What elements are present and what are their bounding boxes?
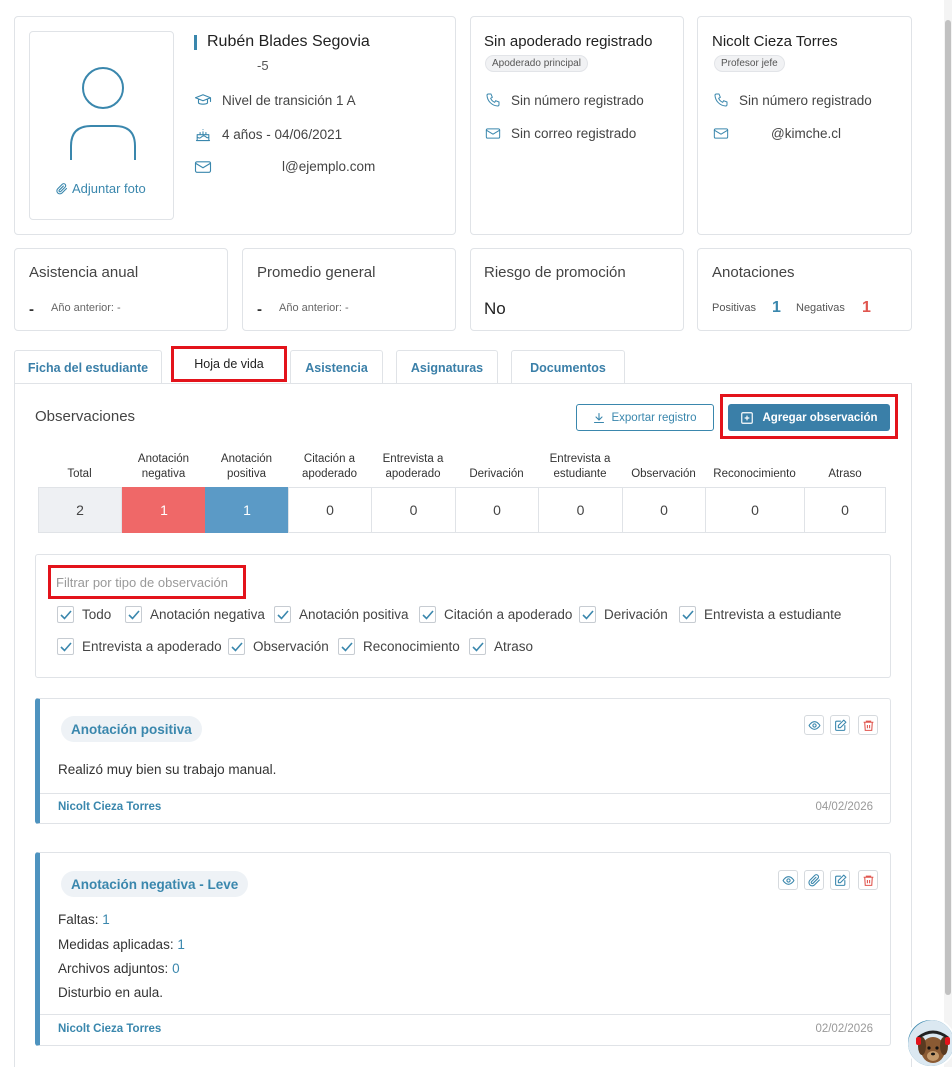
medidas-label: Medidas aplicadas: bbox=[58, 937, 174, 952]
guardian-email-text: Sin correo registrado bbox=[511, 126, 637, 141]
check-icon bbox=[419, 606, 436, 623]
attach-photo-link[interactable] bbox=[56, 181, 146, 196]
student-age-text: 4 años - 04/06/2021 bbox=[222, 126, 343, 142]
trash-icon bbox=[862, 719, 875, 732]
observation-date: 04/02/2026 bbox=[815, 801, 873, 813]
filter-label: Citación a apoderado bbox=[444, 607, 573, 622]
attach-photo-label: Adjuntar foto bbox=[72, 181, 146, 196]
check-icon bbox=[57, 638, 74, 655]
attendance-card bbox=[14, 248, 228, 331]
observation-text: Realizó muy bien su trabajo manual. bbox=[58, 762, 277, 777]
student-level bbox=[194, 92, 356, 108]
annotations-positive-value: 1 bbox=[772, 299, 781, 316]
attach-button[interactable] bbox=[804, 870, 824, 890]
add-observation-label: Agregar observación bbox=[762, 411, 878, 424]
student-email-text: l@ejemplo.com bbox=[282, 159, 376, 174]
cell-total: 2 bbox=[38, 487, 122, 533]
student-name: Rubén Blades Segovia bbox=[207, 33, 370, 50]
risk-value: No bbox=[484, 299, 506, 318]
avatar-placeholder-icon bbox=[66, 66, 140, 162]
student-card bbox=[14, 16, 456, 235]
delete-button[interactable] bbox=[858, 715, 878, 735]
annotations-positive-label: Positivas bbox=[712, 302, 757, 314]
check-icon bbox=[274, 606, 291, 623]
faltas-value: 1 bbox=[102, 912, 110, 927]
download-icon bbox=[593, 412, 605, 424]
tab-documentos[interactable]: Documentos bbox=[511, 350, 625, 384]
observation-divider bbox=[40, 793, 891, 794]
cell-entrevista-apoderado: 0 bbox=[371, 487, 456, 533]
observation-card-2 bbox=[35, 852, 891, 1046]
archivos-row bbox=[58, 961, 180, 976]
filter-label: Observación bbox=[253, 639, 329, 654]
view-button[interactable] bbox=[778, 870, 798, 890]
faltas-label: Faltas: bbox=[58, 912, 99, 927]
edit-button[interactable] bbox=[830, 870, 850, 890]
cell-anotacion-negativa: 1 bbox=[122, 487, 206, 533]
view-button[interactable] bbox=[804, 715, 824, 735]
filter-label: Atraso bbox=[494, 639, 534, 654]
check-icon bbox=[125, 606, 142, 623]
filter-label: Entrevista a apoderado bbox=[82, 639, 222, 654]
mail-icon bbox=[713, 127, 729, 140]
tab-ficha[interactable]: Ficha del estudiante bbox=[14, 350, 162, 384]
edit-icon bbox=[834, 719, 847, 732]
add-observation-button[interactable] bbox=[728, 404, 890, 431]
filter-label: Anotación positiva bbox=[299, 607, 409, 622]
observations-title: Observaciones bbox=[35, 408, 136, 425]
teacher-role-badge: Profesor jefe bbox=[714, 55, 785, 72]
header-atraso: Atraso bbox=[828, 468, 862, 481]
check-icon bbox=[469, 638, 486, 655]
check-icon bbox=[338, 638, 355, 655]
paperclip-icon bbox=[56, 183, 68, 195]
observation-type-badge: Anotación negativa - Leve bbox=[61, 871, 248, 897]
archivos-label: Archivos adjuntos: bbox=[58, 961, 169, 976]
scrollbar-thumb[interactable] bbox=[945, 20, 951, 995]
edit-button[interactable] bbox=[830, 715, 850, 735]
guardian-name: Sin apoderado registrado bbox=[484, 33, 653, 50]
student-rut: -5 bbox=[257, 58, 269, 73]
header-entrevista-apoderado: Entrevista a apoderado bbox=[382, 453, 444, 481]
average-value: - bbox=[257, 301, 262, 318]
check-icon bbox=[57, 606, 74, 623]
delete-button[interactable] bbox=[858, 870, 878, 890]
cake-icon bbox=[194, 126, 212, 142]
annotations-negative-value: 1 bbox=[862, 299, 871, 316]
annotations-card bbox=[697, 248, 912, 331]
teacher-name: Nicolt Cieza Torres bbox=[712, 33, 838, 50]
tab-hoja-de-vida[interactable]: Hoja de vida bbox=[171, 346, 287, 382]
header-anotacion-positiva: Anotación positiva bbox=[220, 453, 273, 481]
student-name-accent bbox=[194, 35, 197, 50]
cell-atraso: 0 bbox=[804, 487, 886, 533]
risk-card bbox=[470, 248, 684, 331]
average-previous: Año anterior: - bbox=[279, 302, 349, 314]
filter-todo[interactable] bbox=[57, 606, 111, 623]
observation-divider bbox=[40, 1014, 891, 1015]
edit-icon bbox=[834, 874, 847, 887]
guardian-phone bbox=[485, 92, 644, 108]
check-icon bbox=[579, 606, 596, 623]
attendance-title: Asistencia anual bbox=[29, 264, 139, 281]
observation-type-badge: Anotación positiva bbox=[61, 716, 202, 742]
guardian-email bbox=[485, 126, 636, 141]
cell-entrevista-estudiante: 0 bbox=[538, 487, 623, 533]
observation-text: Disturbio en aula. bbox=[58, 985, 164, 1000]
filter-anotacion-positiva[interactable] bbox=[274, 606, 409, 623]
paperclip-icon bbox=[808, 874, 821, 887]
average-title: Promedio general bbox=[257, 264, 376, 281]
student-email bbox=[194, 159, 375, 174]
filter-anotacion-negativa[interactable] bbox=[125, 606, 265, 623]
filter-input[interactable]: Filtrar por tipo de observación bbox=[56, 575, 228, 590]
trash-icon bbox=[862, 874, 875, 887]
observation-card-1 bbox=[35, 698, 891, 824]
photo-box bbox=[29, 31, 174, 220]
tab-asignaturas[interactable]: Asignaturas bbox=[396, 350, 498, 384]
eye-icon bbox=[782, 874, 795, 887]
teacher-phone-text: Sin número registrado bbox=[739, 92, 872, 108]
filter-label: Entrevista a estudiante bbox=[704, 607, 842, 622]
filter-derivacion[interactable] bbox=[579, 606, 668, 623]
teacher-email bbox=[713, 126, 841, 141]
export-button[interactable] bbox=[576, 404, 714, 431]
header-derivacion: Derivación bbox=[469, 468, 524, 481]
header-reconocimiento: Reconocimiento bbox=[713, 468, 796, 481]
mail-icon bbox=[485, 127, 501, 140]
filter-entrevista-estudiante[interactable] bbox=[679, 606, 841, 623]
guardian-phone-text: Sin número registrado bbox=[511, 92, 644, 108]
check-icon bbox=[679, 606, 696, 623]
header-entrevista-estudiante: Entrevista a estudiante bbox=[549, 453, 611, 481]
teacher-card bbox=[697, 16, 912, 235]
filter-atraso[interactable] bbox=[469, 638, 533, 655]
observation-author[interactable]: Nicolt Cieza Torres bbox=[58, 1023, 162, 1035]
cell-observacion: 0 bbox=[622, 487, 706, 533]
annotations-title: Anotaciones bbox=[712, 264, 795, 281]
scrollbar-track[interactable] bbox=[944, 0, 952, 1067]
annotations-negative-label: Negativas bbox=[796, 302, 845, 314]
attendance-value: - bbox=[29, 301, 34, 318]
filter-label: Anotación negativa bbox=[150, 607, 265, 622]
dog-avatar-icon bbox=[908, 1020, 952, 1067]
attendance-previous: Año anterior: - bbox=[51, 302, 121, 314]
header-observacion: Observación bbox=[631, 468, 696, 481]
guardian-card bbox=[470, 16, 684, 235]
cell-anotacion-positiva: 1 bbox=[205, 487, 289, 533]
header-anotacion-negativa: Anotación negativa bbox=[137, 453, 190, 481]
student-level-text: Nivel de transición 1 A bbox=[222, 92, 356, 108]
teacher-phone bbox=[713, 92, 872, 108]
medidas-row bbox=[58, 937, 185, 952]
check-icon bbox=[228, 638, 245, 655]
eye-icon bbox=[808, 719, 821, 732]
archivos-value: 0 bbox=[172, 961, 180, 976]
filter-label: Derivación bbox=[604, 607, 668, 622]
phone-icon bbox=[713, 92, 729, 108]
assistant-avatar[interactable] bbox=[906, 1018, 952, 1067]
cell-derivacion: 0 bbox=[455, 487, 539, 533]
cell-reconocimiento: 0 bbox=[705, 487, 805, 533]
filter-entrevista-apoderado[interactable] bbox=[57, 638, 222, 655]
filter-citacion[interactable] bbox=[419, 606, 572, 623]
faltas-row bbox=[58, 912, 110, 927]
header-total: Total bbox=[67, 468, 92, 481]
student-age bbox=[194, 126, 342, 142]
medidas-value: 1 bbox=[177, 937, 185, 952]
cell-citacion: 0 bbox=[288, 487, 372, 533]
guardian-role-badge: Apoderado principal bbox=[485, 55, 588, 72]
observation-date: 02/02/2026 bbox=[815, 1023, 873, 1035]
plus-square-icon bbox=[740, 411, 754, 425]
phone-icon bbox=[485, 92, 501, 108]
filter-observacion[interactable] bbox=[228, 638, 329, 655]
risk-title: Riesgo de promoción bbox=[484, 264, 626, 281]
mail-icon bbox=[194, 160, 212, 174]
filter-label: Todo bbox=[82, 607, 112, 622]
graduation-cap-icon bbox=[194, 92, 212, 108]
observation-author[interactable]: Nicolt Cieza Torres bbox=[58, 801, 162, 813]
teacher-email-text: @kimche.cl bbox=[771, 126, 841, 141]
export-label: Exportar registro bbox=[611, 411, 697, 424]
filter-label: Reconocimiento bbox=[363, 639, 460, 654]
filter-reconocimiento[interactable] bbox=[338, 638, 460, 655]
average-card bbox=[242, 248, 456, 331]
header-citacion: Citación a apoderado bbox=[302, 453, 357, 481]
tab-asistencia[interactable]: Asistencia bbox=[290, 350, 383, 384]
